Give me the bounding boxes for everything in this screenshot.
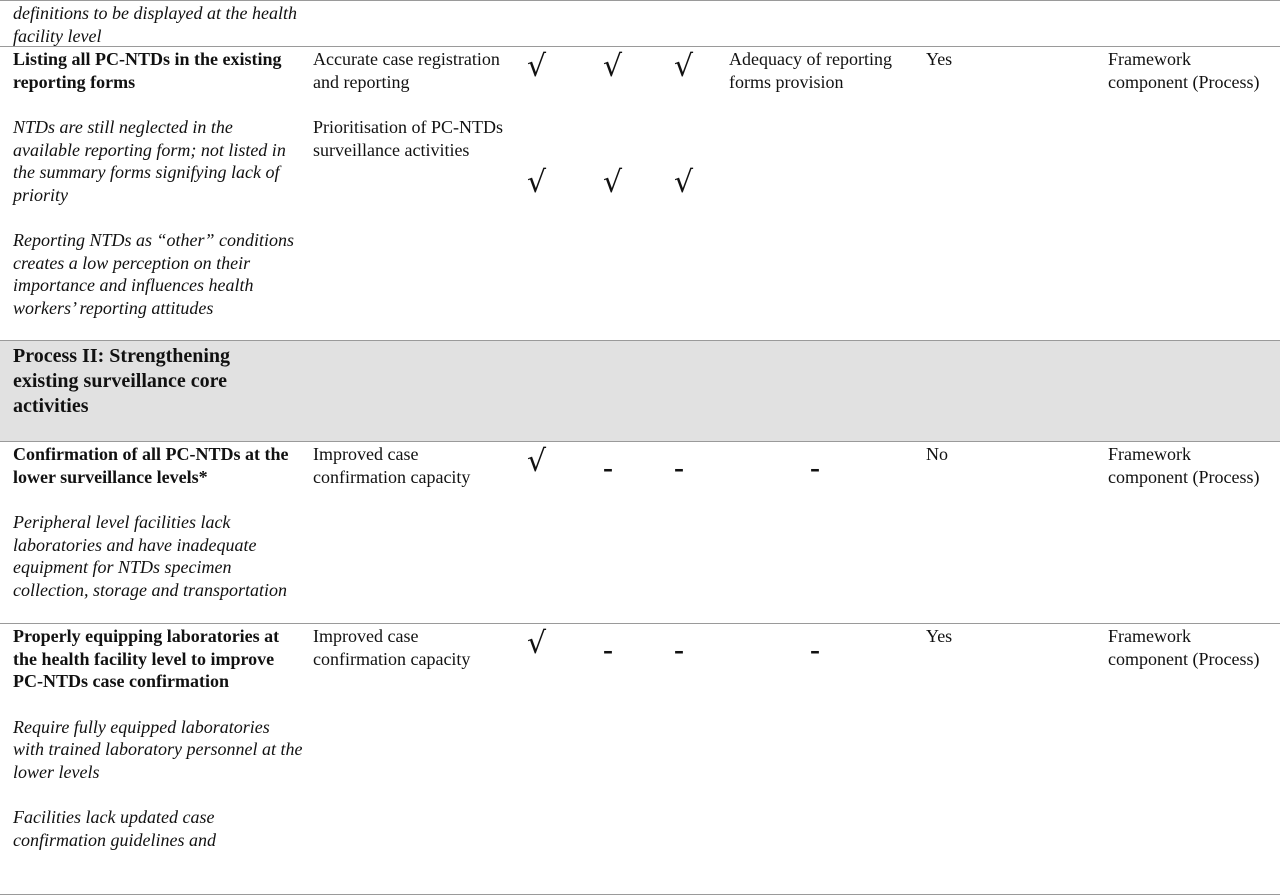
check-mark: √ <box>674 49 694 84</box>
table-bottom-border <box>0 894 1280 895</box>
row2-outcome: Improved case confirmation capacity <box>313 444 471 487</box>
row-divider <box>0 441 1280 442</box>
dash-mark: - <box>603 633 613 666</box>
check-mark: √ <box>527 49 547 84</box>
check-mark: √ <box>603 165 623 200</box>
check-mark: √ <box>527 444 547 479</box>
row3-description <box>13 625 303 851</box>
row1-title: Listing all PC-NTDs in the existing reporting forms <box>13 49 282 92</box>
row3-answer: Yes <box>926 626 953 646</box>
row1-description <box>13 48 303 319</box>
check-mark: √ <box>527 165 547 200</box>
row3-note-1: Require fully equipped laboratories with trained laboratory personnel at the lower levels <box>13 716 303 782</box>
dash-mark: - <box>603 451 613 484</box>
row3-title: Properly equipping laboratories at the health facility level to improve PC-NTDs case confirmation <box>13 626 280 691</box>
indicator-dash: - <box>810 633 820 666</box>
section-header-band <box>0 341 1280 441</box>
row1-note-1: NTDs are still neglected in the available reporting form; not listed in the summary forms signifying lack of priority <box>13 117 286 205</box>
row1-answer: Yes <box>926 49 953 69</box>
row2-description <box>13 443 303 601</box>
row2-component: Framework component (Process) <box>1108 444 1260 487</box>
check-mark: √ <box>527 626 547 661</box>
row3-outcome: Improved case confirmation capacity <box>313 626 471 669</box>
dash-mark: - <box>674 451 684 484</box>
row0-col1-text: definitions to be displayed at the health facility level <box>13 3 297 46</box>
row1-outcome-1: Accurate case registration and reporting <box>313 49 500 92</box>
row3-component: Framework component (Process) <box>1108 626 1260 669</box>
row1-component: Framework component (Process) <box>1108 49 1260 92</box>
row1-note-2: Reporting NTDs as “other” conditions creates a low perception on their importance and influences health workers’ reporting attitudes <box>13 230 295 318</box>
row2-note-1: Peripheral level facilities lack laboratories and have inadequate equipment for NTDs specimen collection, storage and transportation <box>13 512 287 600</box>
dash-mark: - <box>674 633 684 666</box>
row2-title: Confirmation of all PC-NTDs at the lower surveillance levels* <box>13 444 289 487</box>
indicator-dash: - <box>810 451 820 484</box>
row-divider <box>0 623 1280 624</box>
row1-outcomes <box>313 48 513 161</box>
check-mark: √ <box>674 165 694 200</box>
row2-answer: No <box>926 444 948 464</box>
row3-note-2: Facilities lack updated case confirmation guidelines and <box>13 807 216 850</box>
check-mark: √ <box>603 49 623 84</box>
table-top-border <box>0 0 1280 1</box>
row1-outcome-2: Prioritisation of PC-NTDs surveillance activities <box>313 117 504 160</box>
section-title: Process II: Strengthening existing surveillance core activities <box>13 345 231 417</box>
row1-indicator: Adequacy of reporting forms provision <box>729 49 892 92</box>
row-divider <box>0 46 1280 47</box>
